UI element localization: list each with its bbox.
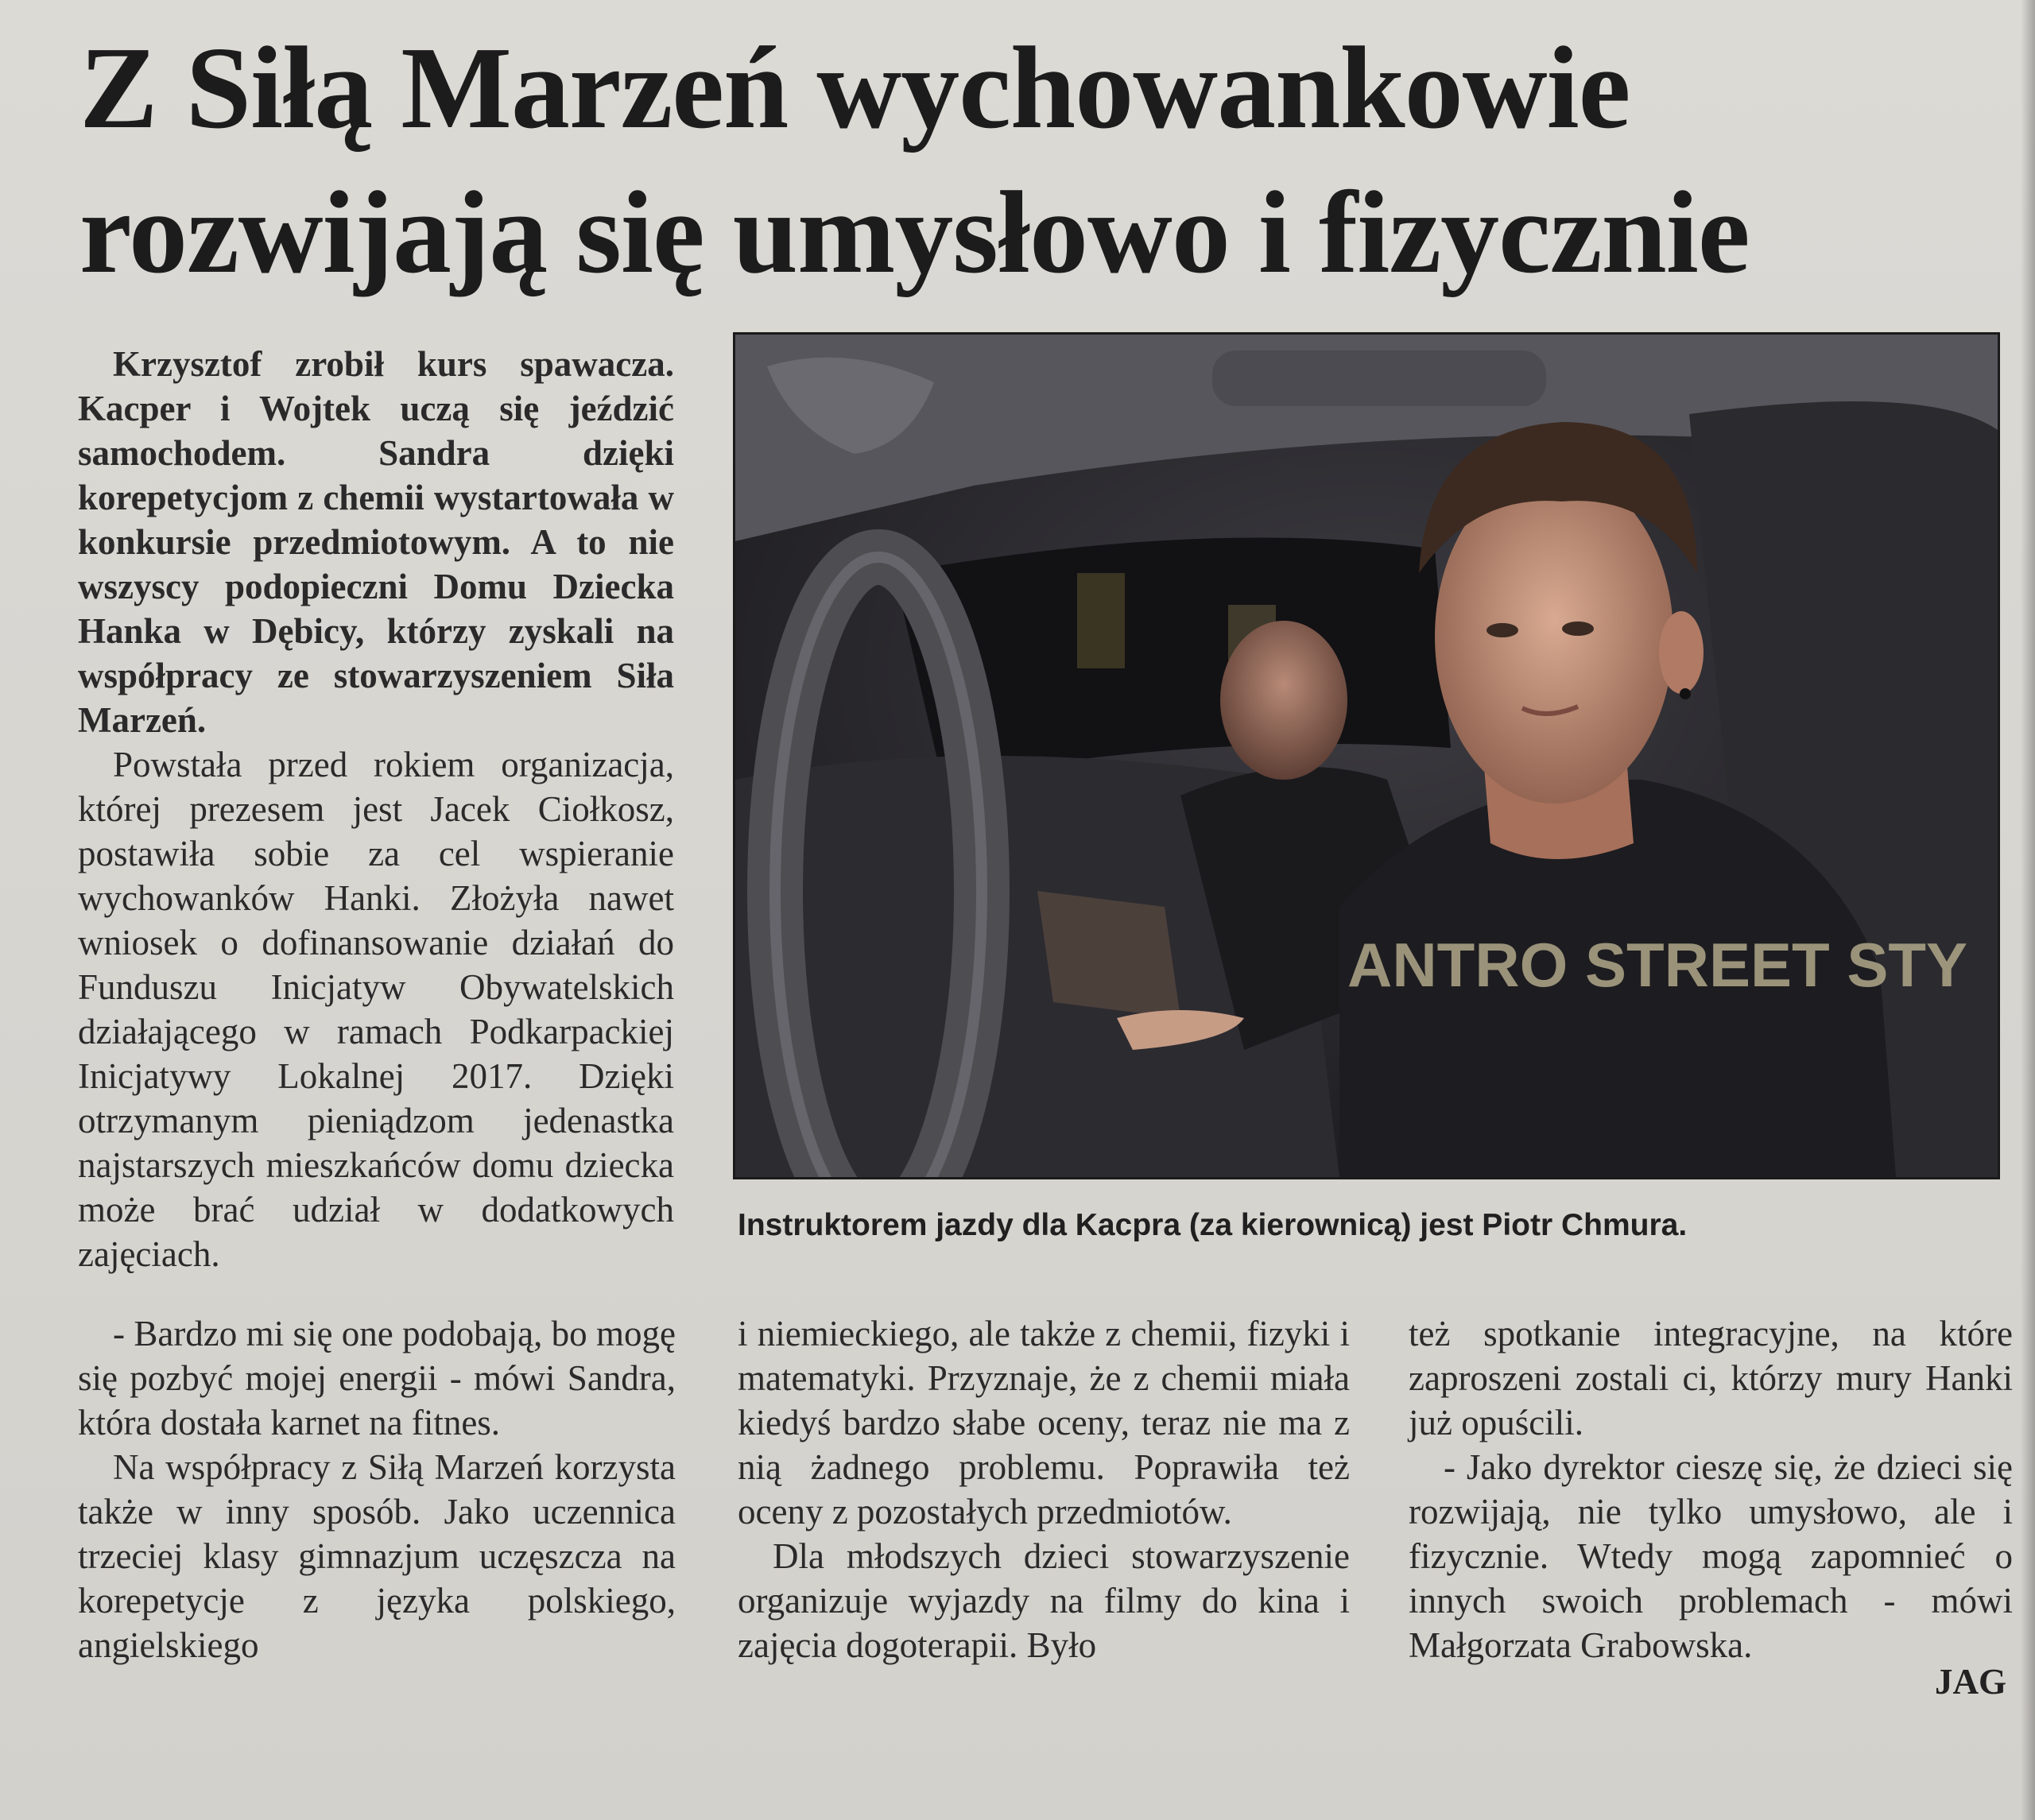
paragraph-3: Na współpracy z Siłą Marzeń korzysta także w inny sposób. Jako uczennica trzeciej klasy gimnazjum uczęszcza na korepetycje z języka polskiego, angielskiego (78, 1447, 676, 1665)
car-interior-photo (735, 335, 1998, 1177)
column-3 (1409, 1311, 2013, 1667)
column-1-top (78, 342, 674, 1276)
paragraph-7: - Jako dyrektor cieszę się, że dzieci się rozwijają, nie tylko umysłowo, ale i fizycznie. Wtedy mogą zapomnieć o innych swoich problemach - mówi Małgorzata Grabowska. (1409, 1447, 2013, 1665)
headline-line-1: Z Siłą Marzeń wychowankowie (79, 23, 1630, 153)
shirt-print (1347, 930, 1967, 1000)
photo-caption: Instruktorem jazdy dla Kacpra (za kierownicą) jest Piotr Chmura. (738, 1208, 1688, 1242)
author-signature: JAG (1935, 1662, 2006, 1702)
shirt-print-text: ANTRO STREET STY (1347, 930, 1968, 1000)
paragraph-5: Dla młodszych dzieci stowarzyszenie organizuje wyjazdy na filmy do kina i zajęcia dogoterapii. Było (738, 1536, 1350, 1665)
headline (79, 16, 2019, 305)
headline-line-2: rozwijają się umysłowo i fizycznie (79, 168, 1750, 298)
column-1-bottom (78, 1311, 676, 1667)
paragraph-6: też spotkanie integracyjne, na które zaproszeni zostali ci, którzy mury Hanki już opuścili. (1409, 1314, 2013, 1442)
paragraph-2: - Bardzo mi się one podobają, bo mogę się pozbyć mojej energii - mówi Sandra, która dostała karnet na fitnes. (78, 1314, 676, 1442)
paragraph-1: Powstała przed rokiem organizacja, której prezesem jest Jacek Ciołkosz, postawiła sobie za cel wspieranie wychowanków Hanki. Złożyła nawet wniosek o dofinansowanie działań do Funduszu Inicjatyw Obywatelskich działającego w ramach Podkarpackiej Inicjatywy Lokalnej 2017. Dzięki otrzymanym pieniądzom jedenastka najstarszych mieszkańców domu dziecka może brać udział w dodatkowych zajęciach. (78, 745, 674, 1274)
lead-paragraph: Krzysztof zrobił kurs spawacza. Kacper i Wojtek uczą się jeździć samochodem. Sandra dzięki korepetycjom z chemii wystartowała w konkursie przedmiotowym. A to nie wszyscy podopieczni Domu Dziecka Hanka w Dębicy, którzy zyskali na współpracy ze stowarzyszeniem Siła Marzeń. (78, 344, 674, 740)
column-2 (738, 1311, 1350, 1667)
page-edge-shadow (2021, 0, 2035, 1820)
article-photo (733, 332, 2000, 1179)
paragraph-4: i niemieckiego, ale także z chemii, fizyki i matematyki. Przyznaje, że z chemii miała kiedyś bardzo słabe oceny, teraz nie ma z nią żadnego problemu. Poprawiła też oceny z pozostałych przedmiotów. (738, 1314, 1350, 1532)
